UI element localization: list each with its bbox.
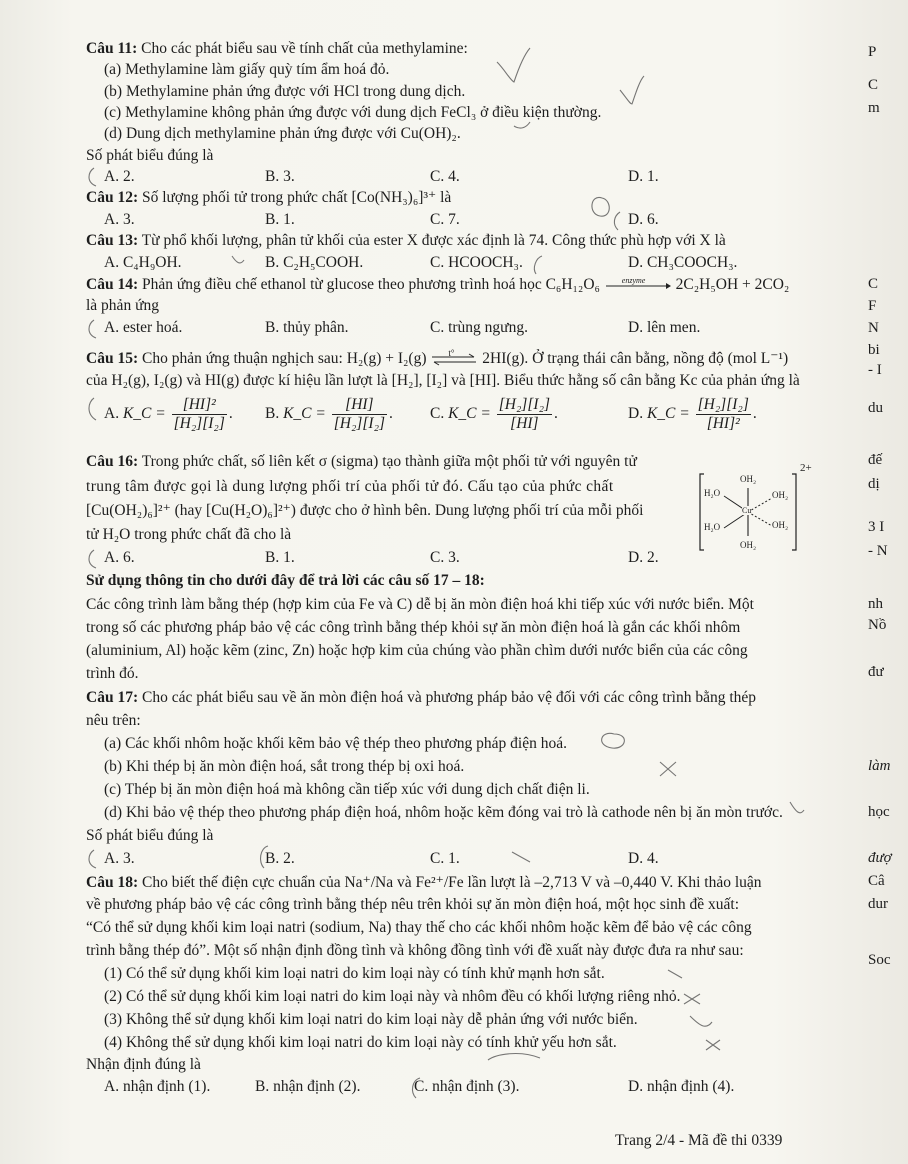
q11-option-d[interactable]: D. 1. (628, 168, 659, 185)
q15-option-c-lhs: K_C = (448, 405, 491, 423)
q15-option-a-label: A. (104, 405, 120, 423)
q18-option-a[interactable]: A. nhận định (1). (104, 1078, 211, 1095)
q12-option-c[interactable]: C. 7. (430, 211, 460, 228)
q17-stem-text: Cho các phát biểu sau về ăn mòn điện hoá và phương pháp bảo vệ đối với các công trình bằng thép (141, 689, 757, 706)
q14-option-c[interactable]: C. trùng ngưng. (430, 319, 528, 336)
q11-item-b: (b) Methylamine phản ứng được với HCl trong dung dịch. (104, 83, 466, 100)
ligand-bottom: OH₂ (740, 540, 757, 550)
q18-line-2: về phương pháp bảo vệ các công trình bằng thép nêu trên khỏi sự ăn mòn điện hoá, một học sinh đề xuất: (86, 896, 740, 913)
q15-option-a[interactable]: A. K_C = $\frac{\text{[HI]²}}{\text{[H₂][I₂]}}$ . (104, 396, 233, 432)
edge-text-18: học (868, 804, 890, 820)
q18-title: Câu 18: (86, 874, 139, 891)
q14-arrow-label: enzyme (621, 276, 646, 286)
edge-text-4: C (868, 276, 879, 292)
edge-text-16: đư (868, 664, 884, 680)
q18-line-1-text: Cho biết thế điện cực chuẩn của Na⁺/Na và Fe²⁺/Fe lần lượt là –2,713 V và –0,440 V. Khi thảo luận (141, 874, 762, 891)
q12-title: Câu 12: (86, 189, 139, 206)
q14-stem-text: Phản ứng điều chế ethanol từ glucose theo phương trình hoá học C₆H₁₂O₆ (141, 276, 600, 293)
edge-text-8: - I (868, 362, 882, 378)
q11-title: Câu 11: (86, 40, 138, 57)
q15-option-a-den: [H₂][I₂] (173, 415, 225, 432)
edge-text-10: đế (868, 452, 883, 468)
page-footer: Trang 2/4 - Mã đề thi 0339 (615, 1132, 783, 1149)
q14-option-a[interactable]: A. ester hoá. (104, 319, 183, 336)
edge-text-17: làm (868, 758, 891, 774)
q15-stem-tail: 2HI(g). Ở trạng thái cân bằng, nồng độ (mol L⁻¹) (482, 350, 789, 367)
q13-title: Câu 13: (86, 232, 139, 249)
center-atom: Cu (742, 506, 752, 515)
q15-option-d-den: [HI]² (706, 415, 740, 432)
ligand-right-top: OH₂ (772, 490, 789, 500)
q13-option-a[interactable]: A. C₄H₉OH. (104, 254, 182, 271)
q11-item-a: (a) Methylamine làm giấy quỳ tím ẩm hoá đỏ. (104, 61, 390, 78)
q17-option-a[interactable]: A. 3. (104, 850, 135, 867)
q18-option-c[interactable]: C. nhận định (3). (414, 1078, 520, 1095)
q15-option-c-num: [H₂][I₂] (498, 396, 550, 413)
q14-title: Câu 14: (86, 276, 139, 293)
q11-stem-text: Cho các phát biểu sau về tính chất của methylamine: (141, 40, 468, 57)
edge-text-13: - N (868, 543, 888, 559)
q18-item-1: (1) Có thể sử dụng khối kim loại natri do kim loại này có tính khử mạnh hơn sắt. (104, 965, 605, 982)
q12-stem-text: Số lượng phối tử trong phức chất [Co(NH₃)₆]³⁺ là (141, 189, 452, 206)
q15-option-b-den: [H₂][I₂] (333, 415, 385, 432)
edge-text-2: C (868, 77, 879, 93)
q18-line-4: trình bằng thép đó”. Một số nhận định đồng tình và không đồng tình với đề xuất này được đưa ra như sau: (86, 942, 744, 959)
q16-option-a[interactable]: A. 6. (104, 549, 135, 566)
edge-text-12: 3 I (868, 519, 885, 535)
q13-option-d[interactable]: D. CH₃COOCH₃. (628, 254, 738, 271)
q18-item-2: (2) Có thể sử dụng khối kim loại natri do kim loại này và nhôm đều có khối lượng riêng nhỏ. (104, 988, 681, 1005)
q17-option-c[interactable]: C. 1. (430, 850, 460, 867)
q15-option-d-num: [H₂][I₂] (697, 396, 749, 413)
edge-text-6: N (868, 320, 879, 336)
q12-option-d[interactable]: D. 6. (628, 211, 659, 228)
q17-item-d: (d) Khi bảo vệ thép theo phương pháp điện hoá, nhôm hoặc kẽm đóng vai trò là cathode nên bị ăn mòn trước. (104, 804, 783, 821)
q11-option-b[interactable]: B. 3. (265, 168, 295, 185)
q15-stem-text: Cho phản ứng thuận nghịch sau: H₂(g) + I₂(g) (141, 350, 427, 367)
q12-option-b[interactable]: B. 1. (265, 211, 295, 228)
q15-option-c-label: C. (430, 405, 445, 423)
edge-text-20: Câ (868, 873, 885, 889)
q17-stem2: nêu trên: (86, 712, 141, 729)
q14-option-b[interactable]: B. thủy phân. (265, 319, 349, 336)
q15-option-d[interactable]: D. K_C = $\frac{\text{[H₂][I₂]}}{\text{[HI]²}}$ . (628, 396, 757, 432)
complex-charge: 2+ (800, 462, 812, 474)
section-line-1: Các công trình làm bằng thép (hợp kim của Fe và C) dễ bị ăn mòn điện hoá khi tiếp xúc với nước biển. Một (86, 596, 754, 613)
q14-option-d[interactable]: D. lên men. (628, 319, 701, 336)
edge-text-1: P (868, 44, 877, 60)
q16-line-4: tử H₂O trong phức chất đã cho là (86, 526, 292, 543)
ligand-top: OH₂ (740, 474, 757, 484)
q13-stem-text: Từ phổ khối lượng, phân tử khối của ester X được xác định là 74. Công thức phù hợp với X là (141, 232, 726, 249)
q15-option-d-lhs: K_C = (646, 405, 690, 423)
edge-text-14: nh (868, 596, 883, 612)
q16-option-d[interactable]: D. 2. (628, 549, 659, 566)
q18-option-d[interactable]: D. nhận định (4). (628, 1078, 735, 1095)
q18-item-4: (4) Không thể sử dụng khối kim loại natri do kim loại này có tính khử yếu hơn sắt. (104, 1034, 617, 1051)
edge-text-7: bi (868, 342, 880, 358)
q13-option-c[interactable]: C. HCOOCH₃. (430, 254, 523, 271)
q11-item-c: (c) Methylamine không phản ứng được với dung dịch FeCl₃ ở điều kiện thường. (104, 104, 602, 121)
q15-option-b-lhs: K_C = (283, 405, 326, 423)
edge-text-22: Soc (868, 952, 891, 968)
q15-option-c[interactable]: C. K_C = $\frac{\text{[H₂][I₂]}}{[HI]}$ . (430, 396, 558, 432)
edge-text-15: Nồ (868, 617, 887, 633)
q11-option-c[interactable]: C. 4. (430, 168, 460, 185)
q14-products: 2C₂H₅OH + 2CO₂ (675, 276, 790, 293)
q15-arrow-label: t° (448, 348, 455, 359)
q17-item-c: (c) Thép bị ăn mòn điện hoá mà không cần tiếp xúc với dung dịch chất điện li. (104, 781, 590, 798)
q18-option-b[interactable]: B. nhận định (2). (255, 1078, 361, 1095)
q18-line-3: “Có thể sử dụng khối kim loại natri (sodium, Na) thay thế cho các khối nhôm hoặc kẽm để bảo vệ các công (86, 919, 752, 936)
q15-option-b[interactable]: B. K_C = $\frac{[HI]}{\text{[H₂][I₂]}}$ . (265, 396, 393, 432)
q15-option-a-lhs: K_C = (122, 405, 166, 423)
q18-ask: Nhận định đúng là (86, 1056, 201, 1073)
ligand-right-bottom: OH₂ (772, 520, 789, 530)
q11-option-a[interactable]: A. 2. (104, 168, 135, 185)
edge-text-11: dị (868, 476, 880, 492)
q16-option-b[interactable]: B. 1. (265, 549, 295, 566)
q15-option-c-den: [HI] (510, 415, 539, 432)
ligand-left-top: H₂O (704, 488, 721, 498)
q11-item-d: (d) Dung dịch methylamine phản ứng được với Cu(OH)₂. (104, 125, 461, 142)
q11-ask: Số phát biểu đúng là (86, 147, 214, 164)
edge-text-21: dur (868, 896, 888, 912)
q14-stem2: là phản ứng (86, 297, 159, 314)
q17-ask: Số phát biểu đúng là (86, 827, 214, 844)
q15-option-b-label: B. (265, 405, 280, 423)
edge-text-5: F (868, 298, 877, 314)
q16-title: Câu 16: (86, 453, 139, 470)
q15-option-d-label: D. (628, 405, 644, 423)
q15-option-b-num: [HI] (332, 396, 387, 415)
section-line-3: (aluminium, Al) hoặc kẽm (zinc, Zn) hoặc hợp kim của chúng vào phần chìm dưới nước biển của các công (86, 642, 748, 659)
q17-item-b: (b) Khi thép bị ăn mòn điện hoá, sắt trong thép bị oxi hoá. (104, 758, 465, 775)
q18-item-3: (3) Không thể sử dụng khối kim loại natri do kim loại này dễ phản ứng với nước biển. (104, 1011, 638, 1028)
q17-title: Câu 17: (86, 689, 139, 706)
ligand-left-bottom: H₂O (704, 522, 721, 532)
section-line-2: trong số các phương pháp bảo vệ các công trình bằng thép khỏi sự ăn mòn điện hoá là gắn các khối nhôm (86, 619, 741, 636)
q17-item-a: (a) Các khối nhôm hoặc khối kẽm bảo vệ thép theo phương pháp điện hoá. (104, 735, 567, 752)
q15-stem2: của H₂(g), I₂(g) và HI(g) được kí hiệu lần lượt là [H₂], [I₂] và [HI]. Biểu thức hằng số cân bằng Kc của phản ứng là (86, 372, 800, 389)
section-line-4: trình đó. (86, 665, 139, 682)
q16-line-1-text: Trong phức chất, số liên kết σ (sigma) tạo thành giữa một phối tử với nguyên tử (141, 453, 637, 470)
q17-option-b[interactable]: B. 2. (265, 850, 295, 867)
q16-option-c[interactable]: C. 3. (430, 549, 460, 566)
q13-option-b[interactable]: B. C₂H₅COOH. (265, 254, 364, 271)
q16-line-3: [Cu(OH₂)₆]²⁺ (hay [Cu(H₂O)₆]²⁺) được cho ở hình bên. Dung lượng phối trí của mỗi phối (86, 502, 644, 519)
section-heading: Sử dụng thông tin cho dưới đây để trả lời các câu số 17 – 18: (86, 572, 485, 589)
q16-line-2: trung tâm được gọi là dung lượng phối trí của phối tử đó. Cấu tạo của phức chất (86, 478, 614, 495)
q12-option-a[interactable]: A. 3. (104, 211, 135, 228)
q15-option-a-num: [HI]² (172, 396, 227, 415)
q15-title: Câu 15: (86, 350, 139, 367)
edge-text-19: đượ (868, 850, 892, 866)
q17-option-d[interactable]: D. 4. (628, 850, 659, 867)
edge-text-3: m (868, 100, 880, 116)
edge-text-9: du (868, 400, 883, 416)
